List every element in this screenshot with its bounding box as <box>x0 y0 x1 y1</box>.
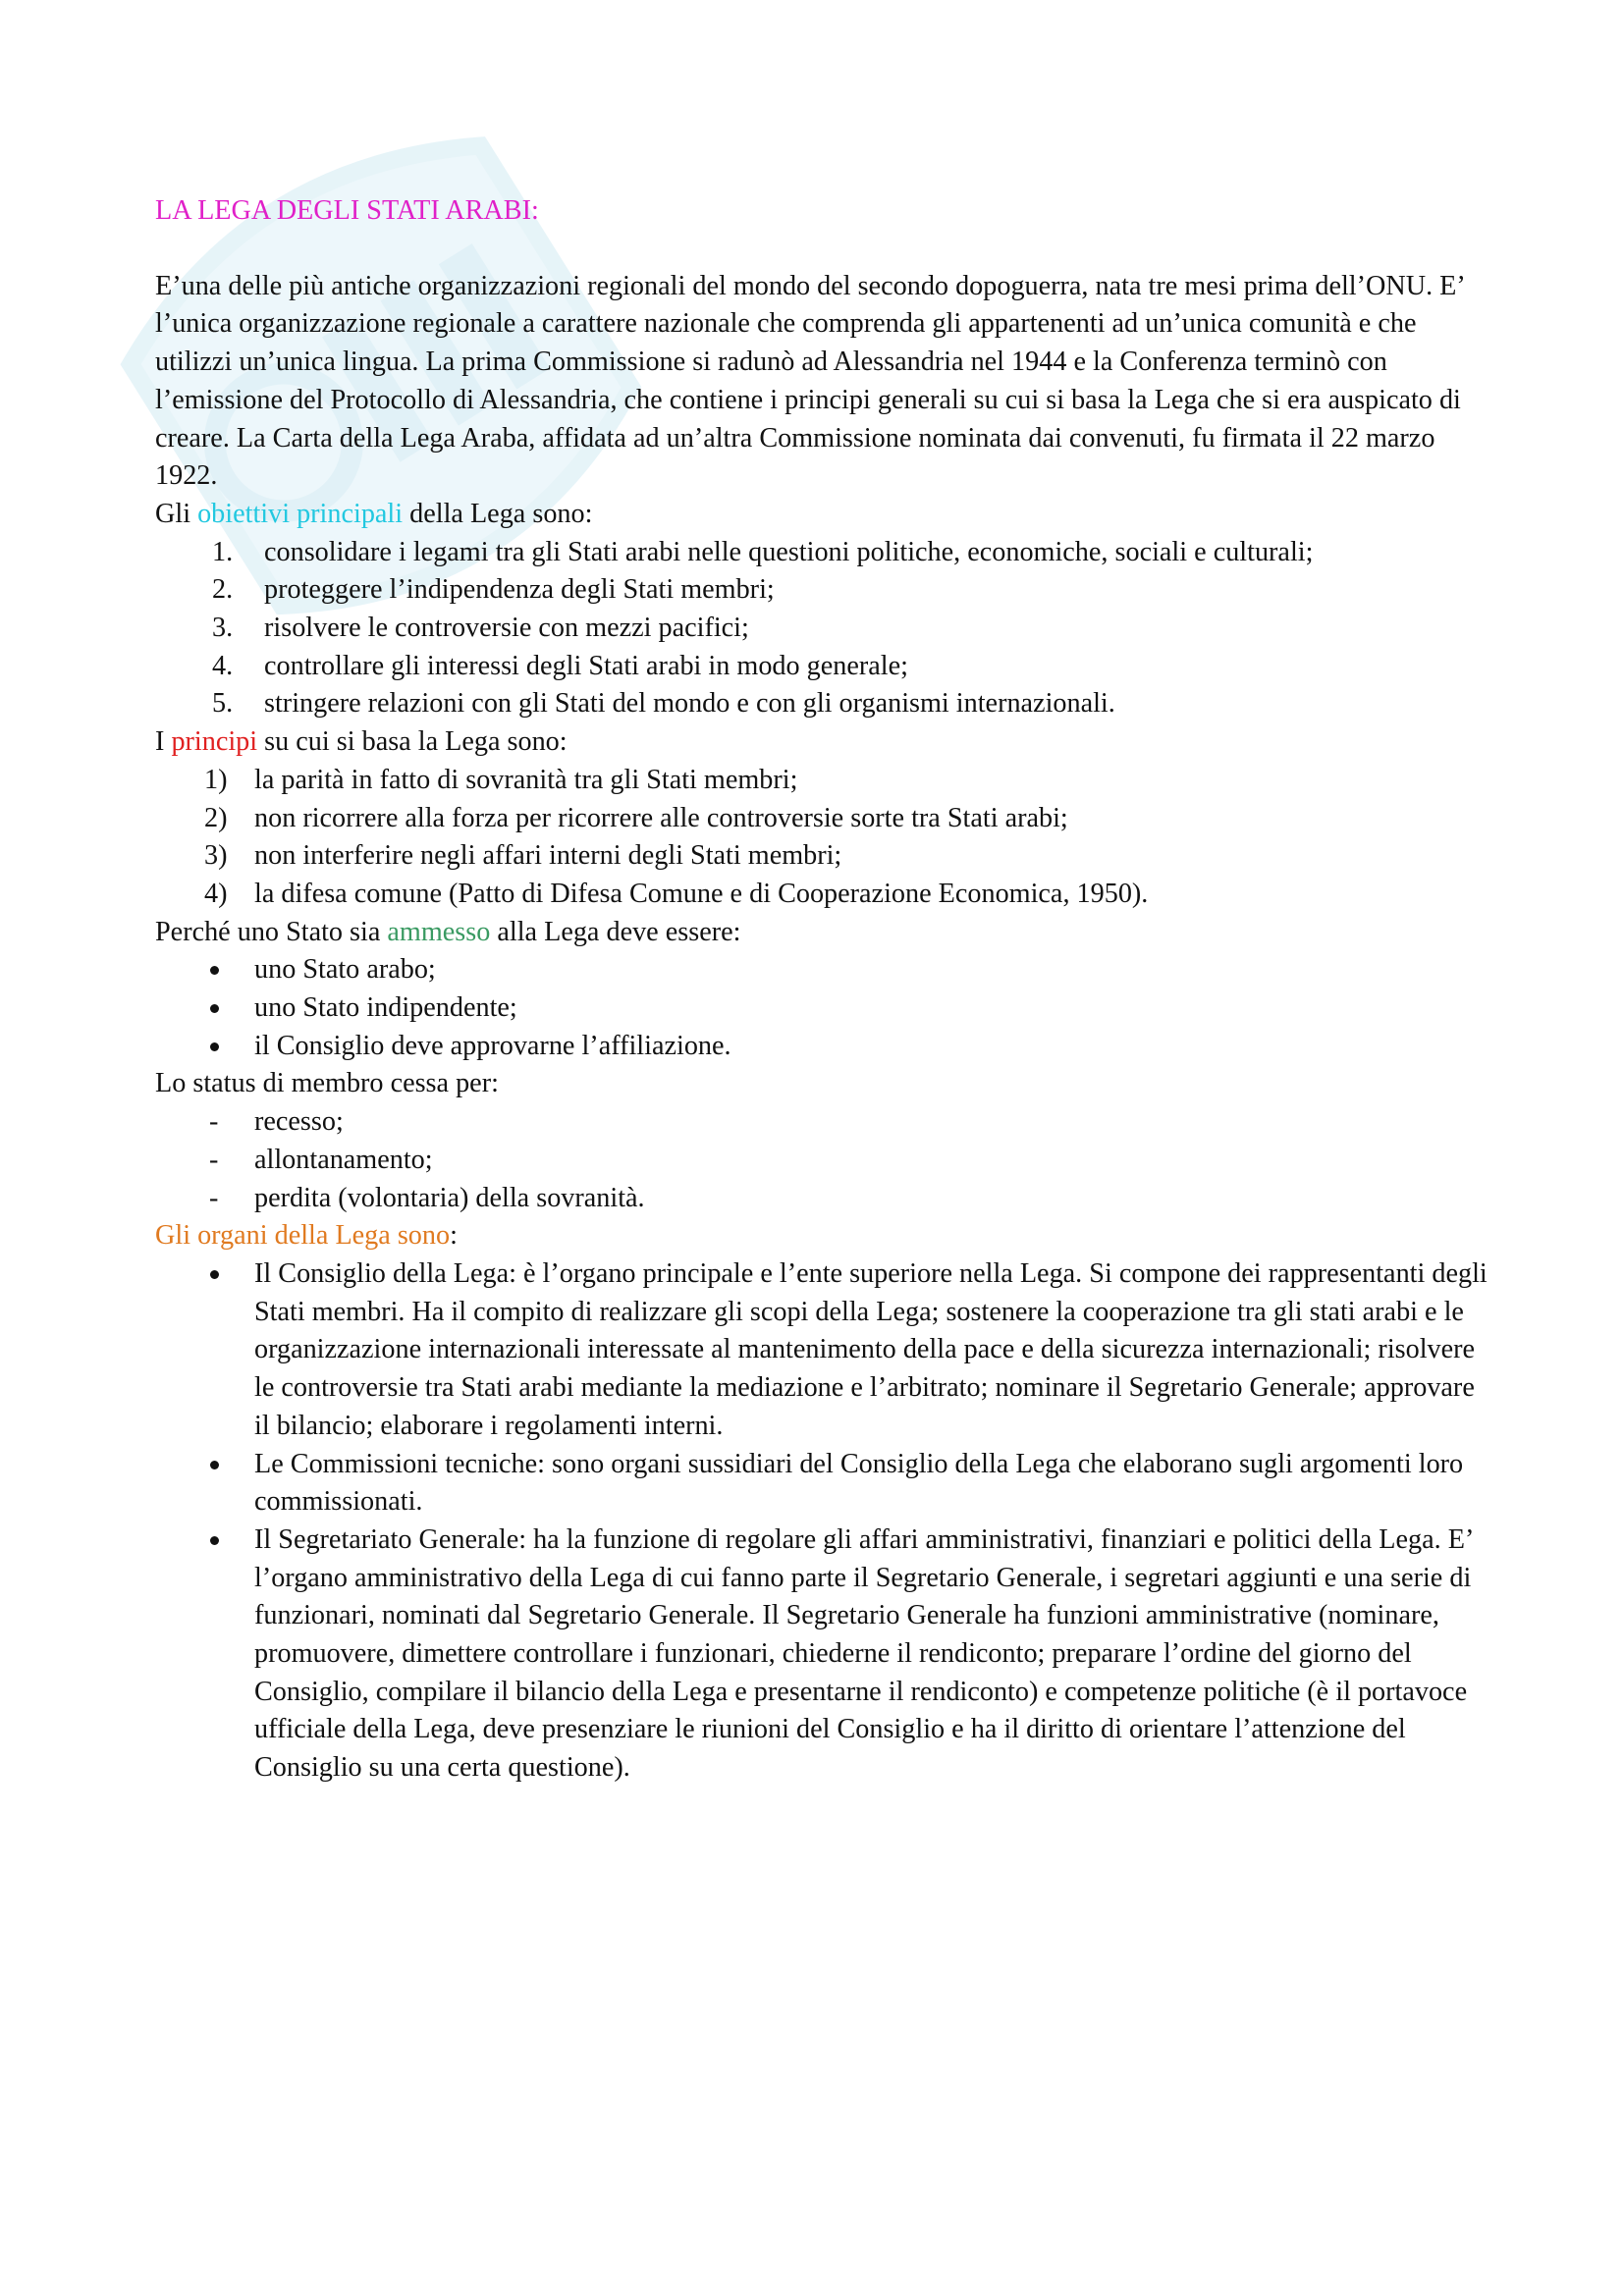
dash-icon: - <box>209 1182 219 1213</box>
organs-lead: Gli organi della Lega sono: <box>155 1220 458 1252</box>
bullet-icon <box>210 966 219 975</box>
document-page <box>155 192 1490 1788</box>
list-item: - perdita (volontaria) della sovranità. <box>155 1180 1490 1218</box>
objectives-list <box>155 534 1490 724</box>
list-item: - recesso; <box>155 1103 1490 1142</box>
admission-lead: Perché uno Stato sia ammesso alla Lega deve essere: <box>155 916 741 947</box>
admission-list <box>155 951 1490 1065</box>
dash-icon: - <box>209 1106 219 1138</box>
document-title: LA LEGA DEGLI STATI ARABI: <box>155 195 539 226</box>
organs-list <box>155 1255 1490 1788</box>
intro-paragraph: E’una delle più antiche organizzazioni regionali del mondo del secondo dopoguerra, nata tre mesi prima dell’ONU. E’ l’unica organizzazione regionale a carattere nazionale che comprenda gli appartenenti ad un’unica comunità e che utilizzi un’unica lingua. La prima Commissione si radunò ad Alessandria nel 1944 e la Conferenza terminò con l’emissione del Protocollo di Alessandria, che contiene i principi generali su cui si basa la Lega che si era auspicato di creare. La Carta della Lega Araba, affidata ad un’altra Commissione nominata dai convenuti, fu firmata il 22 marzo 1922. <box>155 270 1464 492</box>
bullet-icon <box>210 1042 219 1051</box>
list-item: 5. stringere relazioni con gli Stati del mondo e con gli organismi internazionali. <box>212 688 1115 720</box>
termination-lead: Lo status di membro cessa per: <box>155 1068 499 1099</box>
dash-icon: - <box>209 1144 219 1175</box>
organs-highlight: Gli organi della Lega sono <box>155 1220 451 1252</box>
principles-lead: I principi su cui si basa la Lega sono: <box>155 726 568 758</box>
list-item: uno Stato indipendente; <box>155 989 1490 1028</box>
list-item: uno Stato arabo; <box>155 951 1490 989</box>
objectives-lead: Gli obiettivi principali della Lega sono: <box>155 498 593 529</box>
bullet-icon <box>210 1461 219 1469</box>
objectives-highlight: obiettivi principali <box>197 498 404 529</box>
bullet-icon <box>210 1004 219 1013</box>
termination-list <box>155 1103 1490 1217</box>
bullet-icon <box>210 1270 219 1279</box>
principles-highlight: principi <box>171 726 258 758</box>
bullet-icon <box>210 1536 219 1545</box>
list-item: 4. controllare gli interessi degli Stati arabi in modo generale; <box>212 650 908 681</box>
list-item: 3) non interferire negli affari interni degli Stati membri; <box>204 840 842 872</box>
list-item: Il Consiglio della Lega: è l’organo principale e l’ente superiore nella Lega. Si compone dei rappresentanti degli Stati membri. Ha il compito di realizzare gli scopi della Lega; sostenere la cooperazione tra gli stati arabi e le organizzazione internazionali interessate al mantenimento della pace e della sicurezza internazionali; risolvere le controversie tra Stati arabi mediante la mediazione e l’arbitrato; nominare il Segretario Generale; approvare il bilancio; elaborare i regolamenti interni. <box>155 1255 1490 1446</box>
principles-list <box>155 762 1490 914</box>
list-item: 1) la parità in fatto di sovranità tra gli Stati membri; <box>204 764 798 795</box>
list-item: Il Segretariato Generale: ha la funzione di regolare gli affari amministrativi, finanziari e politici della Lega. E’ l’organo amministrativo della Lega di cui fanno parte il Segretario Generale, i segretari aggiunti e una serie di funzionari, nominati dal Segretario Generale. Il Segretario Generale ha funzioni amministrative (nominare, promuovere, dimettere controllare i funzionari, chiederne il rendiconto; preparare l’ordine del giorno del Consiglio, compilare il bilancio della Lega e presentarne il rendiconto) e competenze politiche (è il portavoce ufficiale della Lega, deve presenziare le riunioni del Consiglio e ha il diritto di orientare l’attenzione del Consiglio su una certa questione). <box>155 1522 1490 1788</box>
list-item: 4) la difesa comune (Patto di Difesa Comune e di Cooperazione Economica, 1950). <box>204 878 1149 909</box>
admission-highlight: ammesso <box>387 916 491 947</box>
list-item: il Consiglio deve approvarne l’affiliazione. <box>155 1028 1490 1066</box>
list-item: 1. consolidare i legami tra gli Stati arabi nelle questioni politiche, economiche, sociali e culturali; <box>212 536 1314 567</box>
list-item: 3. risolvere le controversie con mezzi pacifici; <box>212 613 749 644</box>
list-item: - allontanamento; <box>155 1142 1490 1180</box>
list-item: 2) non ricorrere alla forza per ricorrere alle controversie sorte tra Stati arabi; <box>204 802 1068 833</box>
list-item: Le Commissioni tecniche: sono organi sussidiari del Consiglio della Lega che elaborano sugli argomenti loro commissionati. <box>155 1446 1490 1522</box>
list-item: 2. proteggere l’indipendenza degli Stati membri; <box>212 574 775 606</box>
